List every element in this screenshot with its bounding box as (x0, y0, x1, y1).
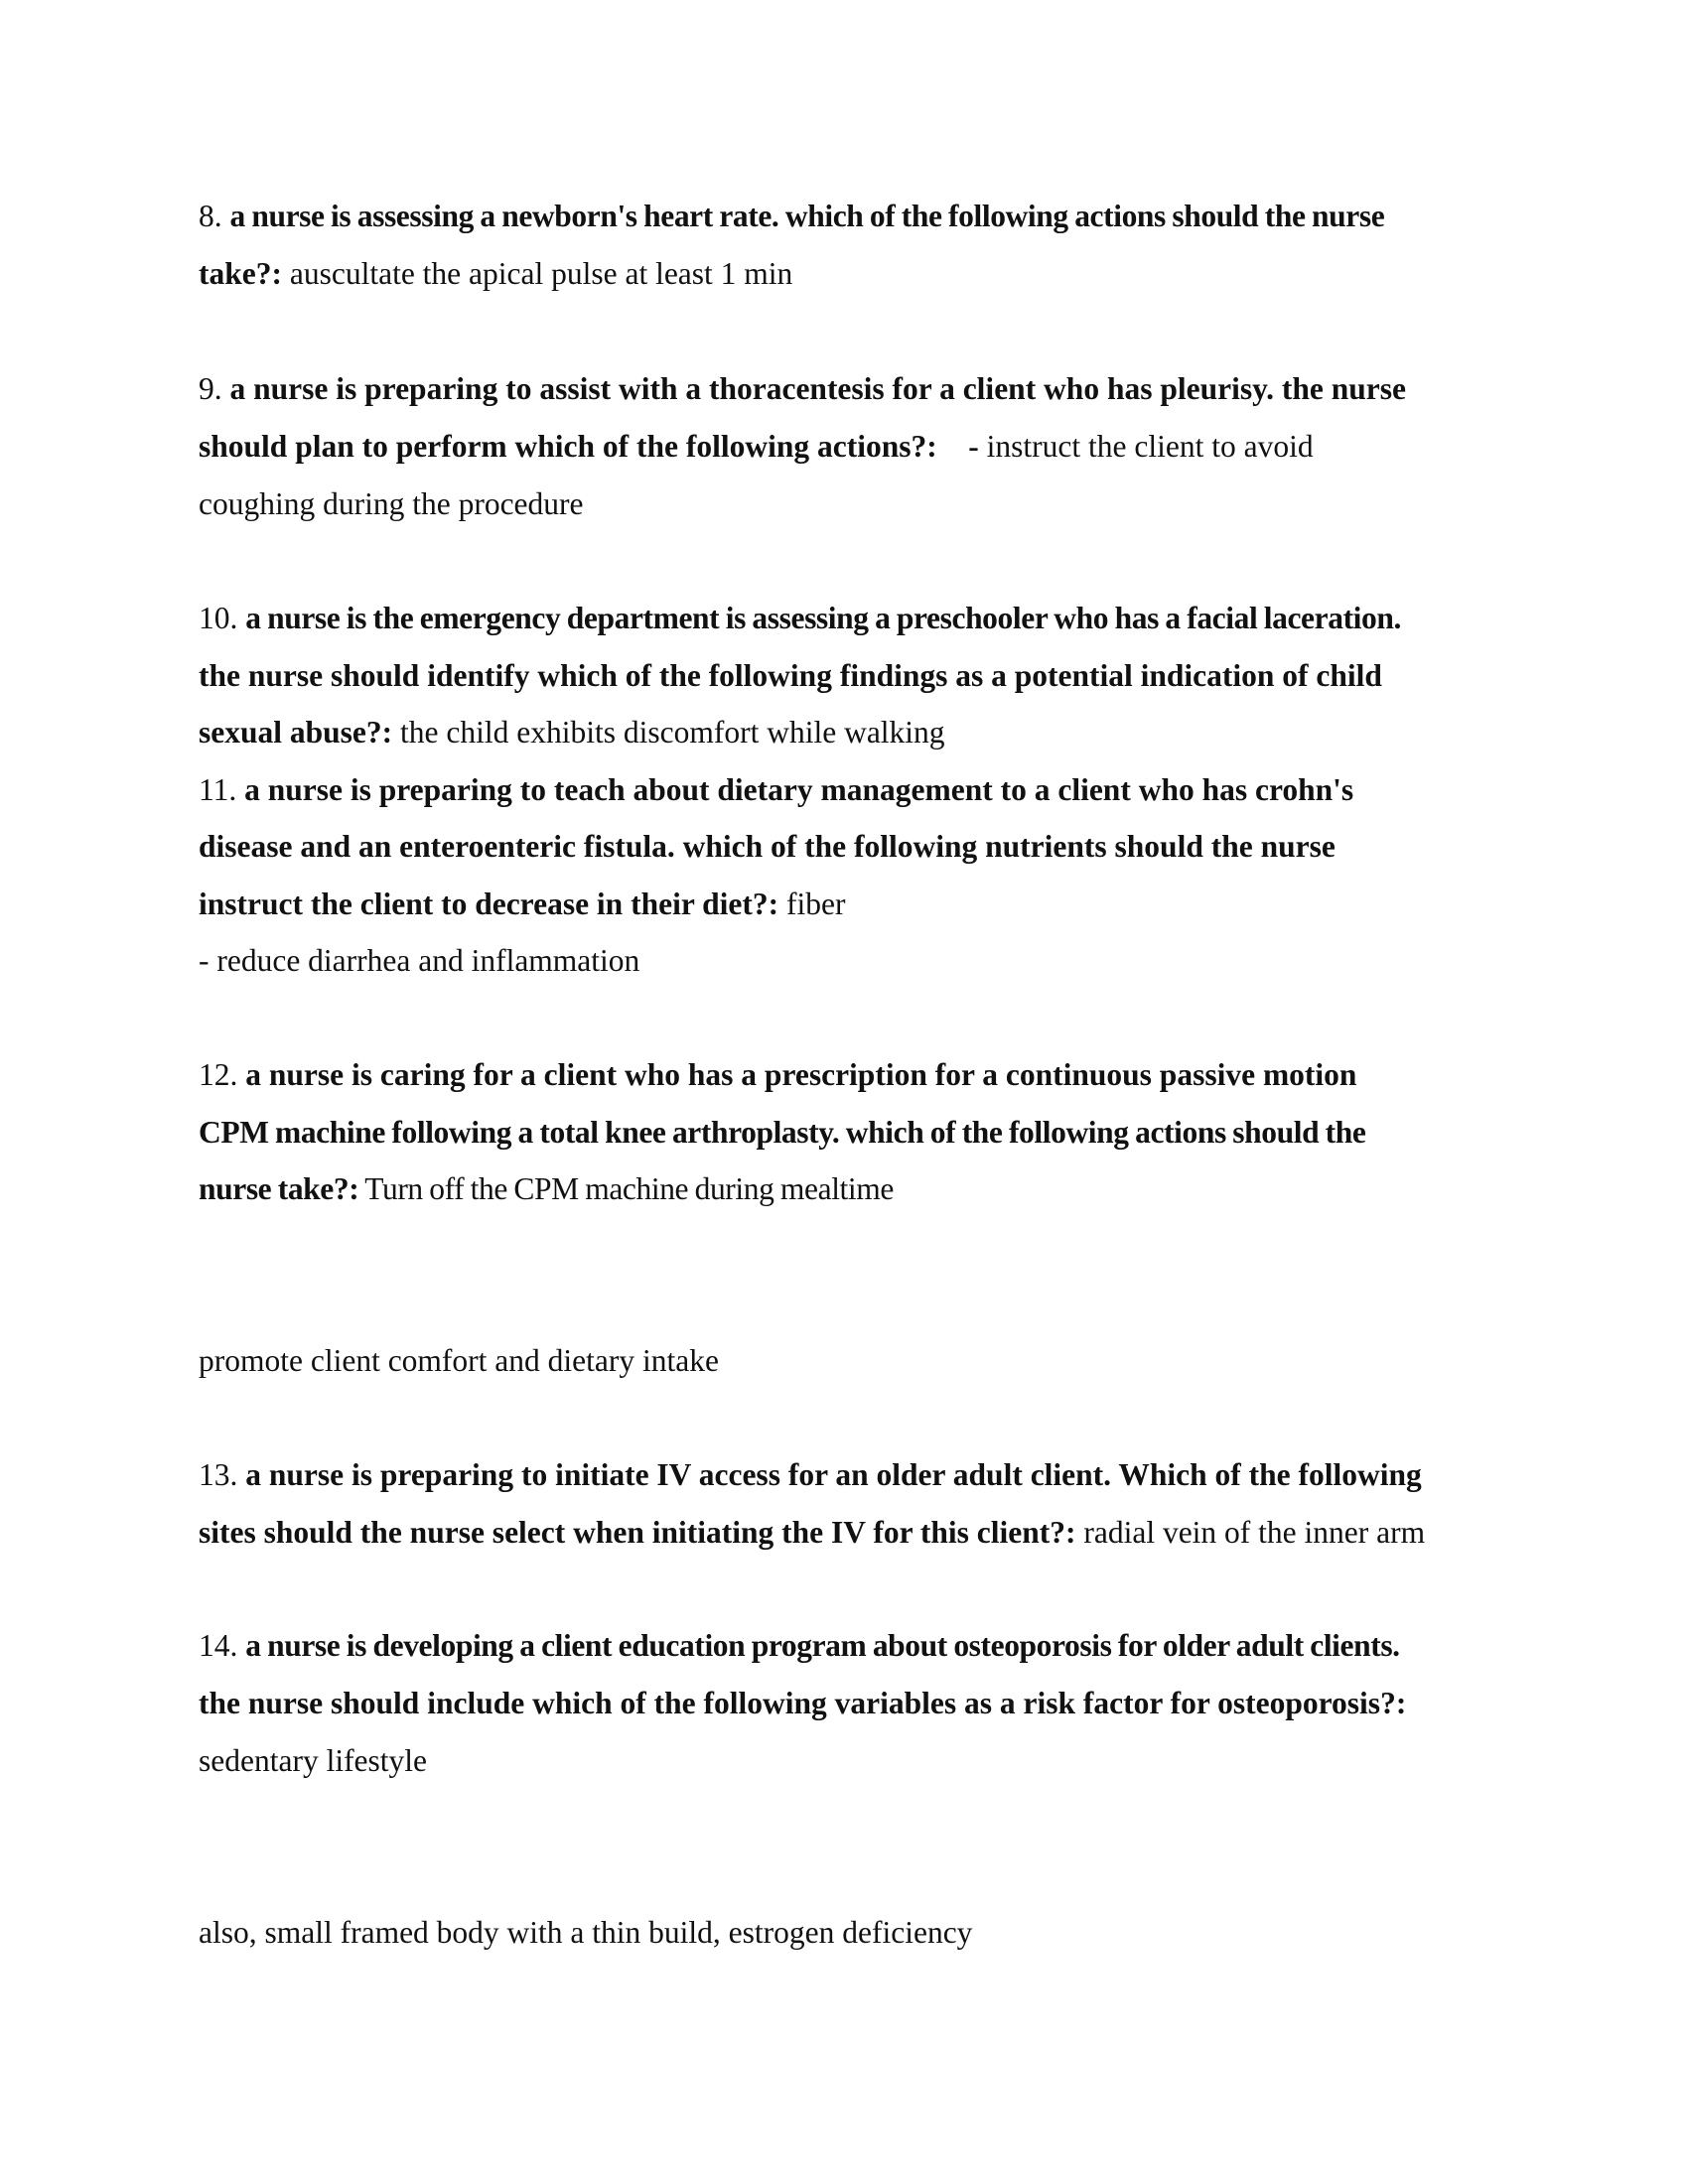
answer-text: coughing during the procedure (199, 486, 584, 521)
question-text: a nurse is the emergency department is assessing a preschooler who has a facial laceration. (245, 601, 1401, 635)
question-text: the nurse should include which of the following variables as a risk factor for osteoporosis?: (199, 1686, 1407, 1720)
answer-text: promote client comfort and dietary intake (199, 1343, 719, 1378)
answer-text: instruct the client to avoid (978, 429, 1314, 464)
item-number: 9. (199, 371, 222, 406)
question-text: should plan to perform which of the following actions?: - (199, 429, 979, 464)
item-14-line-3 (199, 1741, 1499, 1781)
question-text: a nurse is developing a client education program about osteoporosis for older adult clients. (245, 1628, 1400, 1663)
answer-text: - reduce diarrhea and inflammation (199, 943, 640, 978)
item-10-line-1 (199, 599, 1499, 638)
answer-text: auscultate the apical pulse at least 1 min (281, 256, 793, 291)
item-number: 8. (199, 199, 222, 233)
item-11-line-4 (199, 941, 1499, 981)
item-12-line-1 (199, 1055, 1499, 1095)
item-14-line-4 (199, 1913, 1499, 1953)
answer-text: Turn off the CPM machine during mealtime (358, 1171, 894, 1206)
question-text: a nurse is preparing to teach about dietary management to a client who has crohn's (244, 772, 1354, 807)
item-number: 14. (199, 1628, 238, 1663)
item-14-line-1 (199, 1626, 1499, 1666)
item-number: 13. (199, 1457, 238, 1492)
question-text: a nurse is preparing to initiate IV access for an older adult client. Which of the following (245, 1457, 1422, 1492)
item-number: 12. (199, 1057, 238, 1092)
question-text: sexual abuse?: (199, 715, 393, 750)
item-number: 11. (199, 772, 237, 807)
answer-text: sedentary lifestyle (199, 1743, 428, 1778)
answer-text: fiber (778, 887, 846, 921)
question-text: take?: (199, 256, 282, 291)
item-12-line-2 (199, 1113, 1499, 1153)
item-11-line-1 (199, 770, 1499, 810)
item-number: 10. (199, 601, 238, 635)
question-text: CPM machine following a total knee arthroplasty. which of the following actions should the (199, 1115, 1366, 1150)
item-9-line-2 (199, 427, 1499, 467)
question-text: a nurse is caring for a client who has a prescription for a continuous passive motion (245, 1057, 1357, 1092)
item-13-line-1 (199, 1455, 1499, 1495)
question-text: disease and an enteroenteric fistula. which of the following nutrients should the nurse (199, 829, 1336, 864)
item-10-line-2 (199, 656, 1499, 696)
item-12-line-3 (199, 1169, 1499, 1209)
question-text: instruct the client to decrease in their diet?: (199, 887, 779, 921)
question-text: sites should the nurse select when initiating the IV for this client?: (199, 1515, 1076, 1550)
item-8-line-1 (199, 197, 1499, 236)
item-13-line-2 (199, 1513, 1499, 1553)
item-9-line-3 (199, 484, 1499, 524)
question-text: a nurse is assessing a newborn's heart rate. which of the following actions should the nurse (229, 199, 1385, 233)
item-10-line-3 (199, 713, 1499, 752)
question-text: nurse take?: (199, 1171, 359, 1206)
item-11-line-2 (199, 827, 1499, 867)
item-12-line-4 (199, 1341, 1499, 1381)
answer-text: radial vein of the inner arm (1075, 1515, 1426, 1550)
item-9-line-1 (199, 369, 1499, 409)
question-text: the nurse should identify which of the following findings as a potential indication of child (199, 658, 1382, 693)
item-11-line-3 (199, 885, 1499, 924)
item-8-line-2 (199, 254, 1499, 294)
answer-text: the child exhibits discomfort while walking (392, 715, 945, 750)
answer-text: also, small framed body with a thin build, estrogen deficiency (199, 1915, 973, 1950)
item-14-line-2 (199, 1684, 1499, 1723)
question-text: a nurse is preparing to assist with a thoracentesis for a client who has pleurisy. the nurse (229, 371, 1406, 406)
